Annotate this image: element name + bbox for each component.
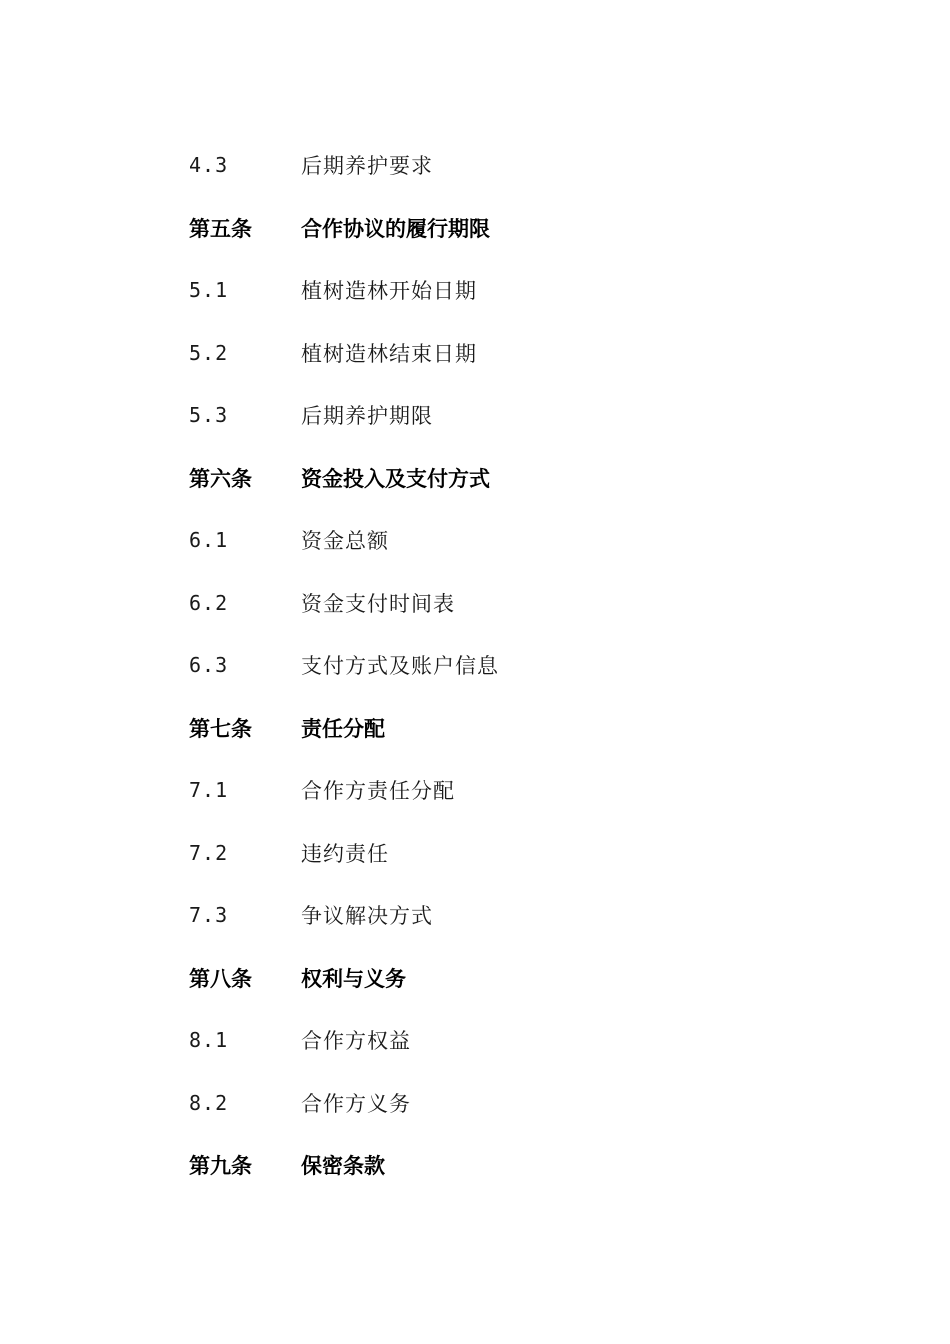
clause-title: 资金支付时间表 — [301, 591, 455, 616]
clause-row — [189, 634, 809, 697]
clause-number: 7.1 — [189, 778, 229, 803]
clause-title: 植树造林结束日期 — [301, 341, 477, 366]
clause-row — [189, 322, 809, 385]
clause-row — [189, 1072, 809, 1135]
clause-row — [189, 134, 809, 197]
article-number: 第五条 — [189, 216, 252, 241]
clause-number: 8.1 — [189, 1028, 229, 1053]
clause-title: 后期养护期限 — [301, 404, 433, 429]
clause-title: 争议解决方式 — [301, 904, 433, 929]
article-number: 第八条 — [189, 966, 252, 991]
clause-number: 6.3 — [189, 653, 229, 678]
clause-number: 8.2 — [189, 1090, 229, 1115]
clause-number: 6.1 — [189, 528, 229, 553]
article-number: 第六条 — [189, 466, 252, 491]
clause-row — [189, 384, 809, 447]
article-heading-row — [189, 197, 809, 260]
clause-title: 植树造林开始日期 — [301, 279, 477, 304]
clause-row — [189, 259, 809, 322]
clause-list — [189, 134, 809, 1197]
clause-row — [189, 822, 809, 885]
clause-number: 7.2 — [189, 840, 229, 865]
clause-row — [189, 572, 809, 635]
clause-title: 支付方式及账户信息 — [301, 654, 499, 679]
clause-number: 5.2 — [189, 340, 229, 365]
clause-title: 合作方权益 — [301, 1029, 411, 1054]
clause-number: 7.3 — [189, 903, 229, 928]
article-title: 保密条款 — [301, 1154, 385, 1179]
clause-title: 违约责任 — [301, 841, 389, 866]
article-number: 第七条 — [189, 716, 252, 741]
clause-title: 合作方责任分配 — [301, 779, 455, 804]
article-title: 权利与义务 — [301, 966, 406, 991]
clause-number: 5.3 — [189, 403, 229, 428]
article-title: 资金投入及支付方式 — [301, 466, 490, 491]
article-title: 责任分配 — [301, 716, 385, 741]
article-number: 第九条 — [189, 1154, 252, 1179]
clause-row — [189, 759, 809, 822]
clause-title: 资金总额 — [301, 529, 389, 554]
article-heading-row — [189, 447, 809, 510]
clause-number: 6.2 — [189, 590, 229, 615]
article-heading-row — [189, 947, 809, 1010]
clause-row — [189, 884, 809, 947]
clause-number: 4.3 — [189, 153, 229, 178]
article-heading-row — [189, 697, 809, 760]
clause-row — [189, 1009, 809, 1072]
article-title: 合作协议的履行期限 — [301, 216, 490, 241]
clause-row — [189, 509, 809, 572]
article-heading-row — [189, 1134, 809, 1197]
clause-title: 后期养护要求 — [301, 154, 433, 179]
clause-title: 合作方义务 — [301, 1091, 411, 1116]
clause-number: 5.1 — [189, 278, 229, 303]
